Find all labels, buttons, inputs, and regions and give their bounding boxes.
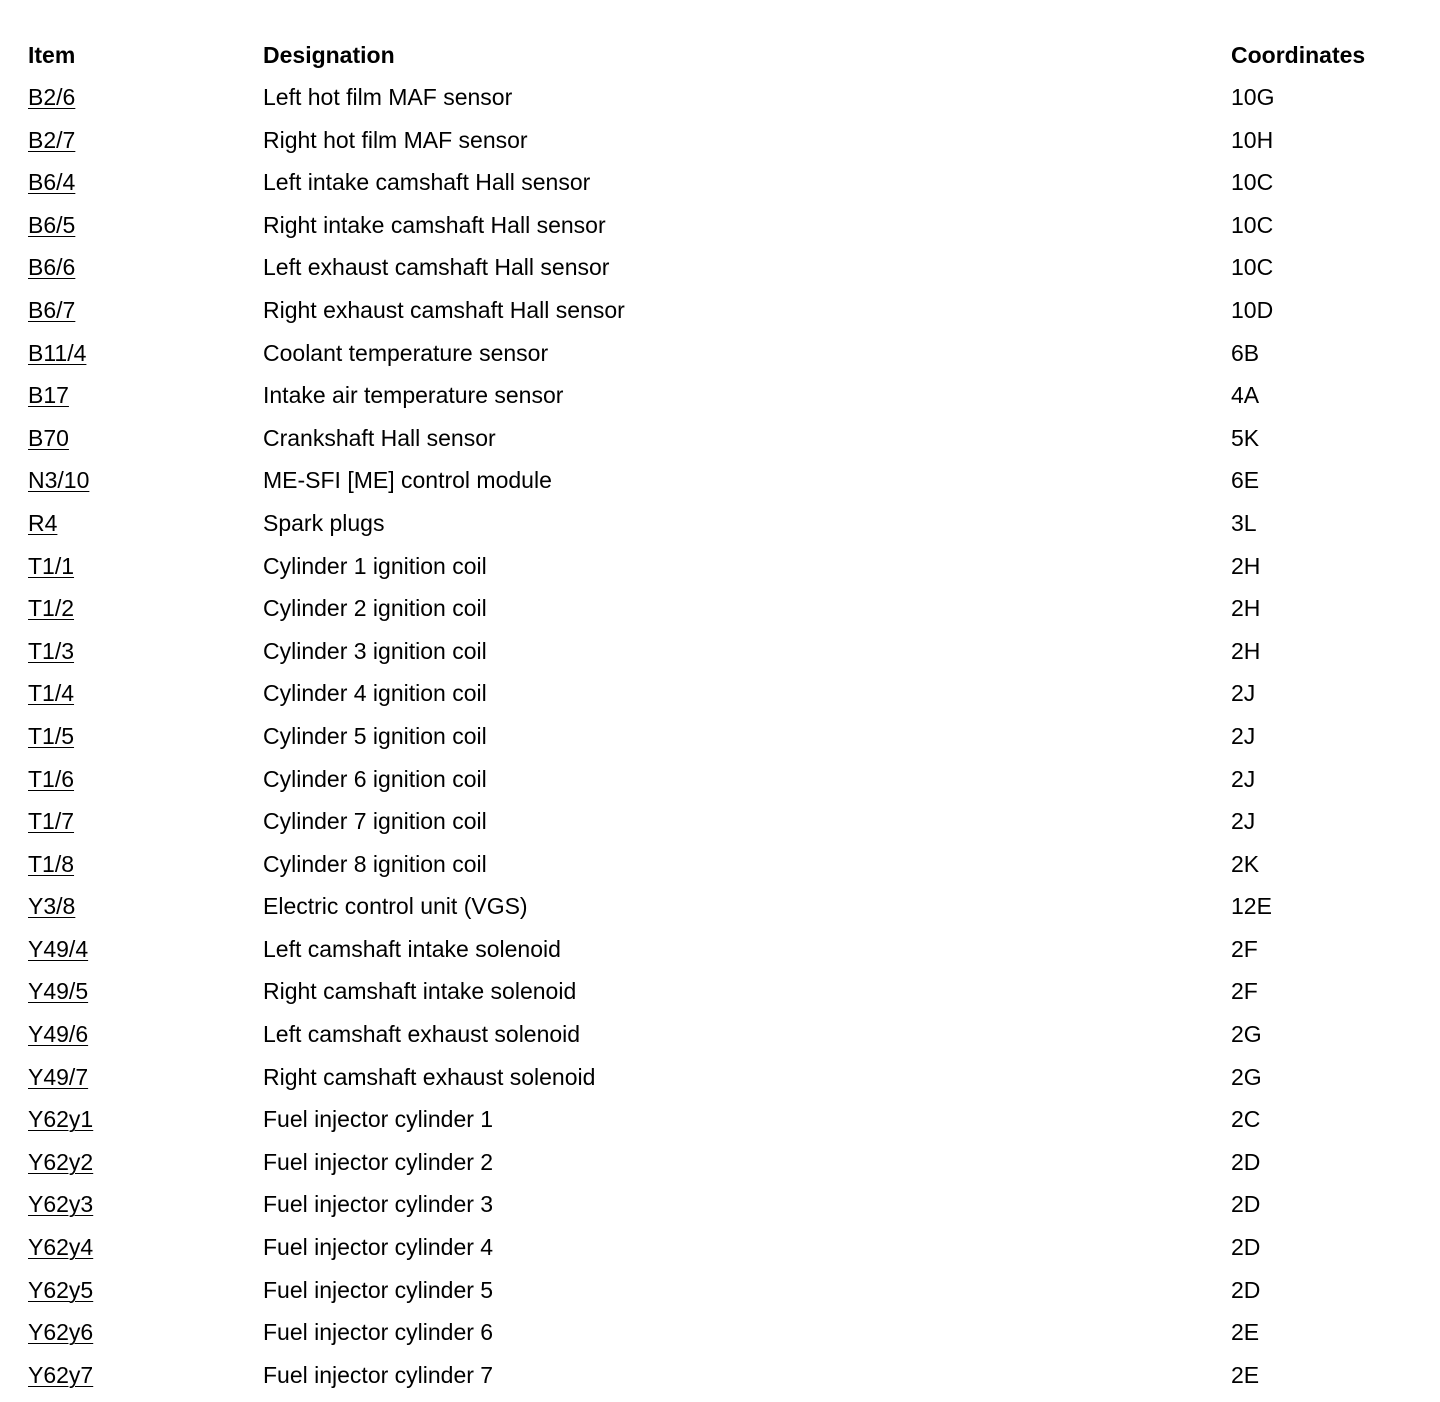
item-cell <box>28 76 75 118</box>
designation-cell: Intake air temperature sensor <box>263 382 564 409</box>
item-link[interactable]: B6/5 <box>28 211 76 238</box>
table-row <box>28 1226 1418 1269</box>
item-link[interactable]: B11/4 <box>28 339 87 366</box>
designation-cell: Cylinder 3 ignition coil <box>263 637 487 664</box>
table-row <box>28 715 1418 758</box>
coordinates-cell: 2H <box>1231 637 1261 664</box>
table-row <box>28 672 1418 715</box>
item-cell <box>28 843 74 885</box>
item-link[interactable]: B6/6 <box>28 254 76 281</box>
designation-cell: Cylinder 7 ignition coil <box>263 808 487 835</box>
coordinates-cell: 2G <box>1231 1021 1262 1048</box>
coordinates-cell: 10C <box>1231 254 1274 281</box>
item-cell <box>28 587 74 629</box>
item-cell <box>28 885 75 927</box>
designation-cell: Right hot film MAF sensor <box>263 126 528 153</box>
designation-cell: Cylinder 6 ignition coil <box>263 765 487 792</box>
table-row <box>28 76 1418 119</box>
coordinates-cell: 2D <box>1231 1276 1261 1303</box>
item-cell <box>28 502 57 544</box>
table-row <box>28 1269 1418 1312</box>
designation-cell: Left intake camshaft Hall sensor <box>263 169 591 196</box>
item-cell <box>28 332 86 374</box>
designation-cell: Fuel injector cylinder 1 <box>263 1106 494 1133</box>
table-row <box>28 1183 1418 1226</box>
table-row <box>28 332 1418 375</box>
item-cell <box>28 204 75 246</box>
table-row <box>28 204 1418 247</box>
coordinates-cell: 2G <box>1231 1063 1262 1090</box>
item-link[interactable]: Y49/7 <box>28 1063 89 1090</box>
item-cell <box>28 1269 93 1311</box>
designation-cell: Fuel injector cylinder 6 <box>263 1319 494 1346</box>
item-cell <box>28 1141 93 1183</box>
table-row <box>28 289 1418 332</box>
designation-cell: Cylinder 2 ignition coil <box>263 595 487 622</box>
designation-cell: Left camshaft intake solenoid <box>263 935 561 962</box>
coordinates-cell: 3L <box>1231 509 1257 536</box>
item-link[interactable]: Y62y1 <box>28 1106 94 1133</box>
item-link[interactable]: Y62y4 <box>28 1234 94 1261</box>
designation-cell: Cylinder 5 ignition coil <box>263 722 487 749</box>
table-row <box>28 545 1418 588</box>
item-link[interactable]: Y49/4 <box>28 935 89 962</box>
item-cell <box>28 672 74 714</box>
table-row <box>28 1141 1418 1184</box>
table-body <box>28 76 1418 1396</box>
table-row <box>28 246 1418 289</box>
item-link[interactable]: B6/7 <box>28 296 76 323</box>
coordinates-cell: 5K <box>1231 424 1260 451</box>
item-link[interactable]: N3/10 <box>28 467 90 494</box>
item-link[interactable]: T1/6 <box>28 765 75 792</box>
item-cell <box>28 161 75 203</box>
coordinates-cell: 10D <box>1231 296 1274 323</box>
table-row <box>28 630 1418 673</box>
item-cell <box>28 1226 93 1268</box>
table-row <box>28 119 1418 162</box>
item-cell <box>28 928 88 970</box>
item-link[interactable]: B2/7 <box>28 126 76 153</box>
header-designation: Designation <box>263 42 395 68</box>
item-cell <box>28 545 74 587</box>
item-cell <box>28 1354 93 1396</box>
coordinates-cell: 6E <box>1231 467 1260 494</box>
coordinates-cell: 2H <box>1231 595 1261 622</box>
coordinates-cell: 10C <box>1231 169 1274 196</box>
item-cell <box>28 800 74 842</box>
item-link[interactable]: Y62y6 <box>28 1319 94 1346</box>
designation-cell: Right exhaust camshaft Hall sensor <box>263 296 625 323</box>
item-cell <box>28 459 89 501</box>
designation-cell: Fuel injector cylinder 3 <box>263 1191 494 1218</box>
designation-cell: Right camshaft intake solenoid <box>263 978 577 1005</box>
table-row <box>28 417 1418 460</box>
item-link[interactable]: T1/3 <box>28 637 75 664</box>
item-cell <box>28 374 69 416</box>
table-row <box>28 161 1418 204</box>
coordinates-cell: 6B <box>1231 339 1260 366</box>
designation-cell: Cylinder 4 ignition coil <box>263 680 487 707</box>
table-row <box>28 459 1418 502</box>
table-row <box>28 374 1418 417</box>
item-cell <box>28 417 69 459</box>
coordinates-cell: 2K <box>1231 850 1260 877</box>
item-cell <box>28 630 74 672</box>
table-row <box>28 885 1418 928</box>
coordinates-cell: 2J <box>1231 680 1256 707</box>
designation-cell: Right camshaft exhaust solenoid <box>263 1063 596 1090</box>
table-row <box>28 970 1418 1013</box>
item-cell <box>28 289 75 331</box>
designation-cell: Spark plugs <box>263 509 385 536</box>
item-cell <box>28 246 75 288</box>
header-coordinates: Coordinates <box>1231 42 1366 68</box>
coordinates-cell: 2D <box>1231 1234 1261 1261</box>
item-cell <box>28 1013 88 1055</box>
designation-cell: Electric control unit (VGS) <box>263 893 528 920</box>
item-link[interactable]: Y49/5 <box>28 978 89 1005</box>
coordinates-cell: 10C <box>1231 211 1274 238</box>
item-link[interactable]: T1/7 <box>28 808 75 835</box>
item-cell <box>28 1098 93 1140</box>
item-link[interactable]: T1/5 <box>28 722 75 749</box>
item-link[interactable]: T1/1 <box>28 552 75 579</box>
table-row <box>28 1098 1418 1141</box>
table-row <box>28 758 1418 801</box>
item-cell <box>28 970 88 1012</box>
item-link[interactable]: Y3/8 <box>28 893 76 920</box>
table-row <box>28 800 1418 843</box>
item-link[interactable]: B6/4 <box>28 169 76 196</box>
designation-cell: Fuel injector cylinder 5 <box>263 1276 494 1303</box>
designation-cell: Crankshaft Hall sensor <box>263 424 496 451</box>
coordinates-cell: 2D <box>1231 1191 1261 1218</box>
designation-cell: Coolant temperature sensor <box>263 339 549 366</box>
item-cell <box>28 1056 88 1098</box>
coordinates-cell: 2E <box>1231 1319 1260 1346</box>
header-item: Item <box>28 42 76 68</box>
table-row <box>28 1056 1418 1099</box>
designation-cell: Right intake camshaft Hall sensor <box>263 211 606 238</box>
designation-cell: Fuel injector cylinder 2 <box>263 1148 494 1175</box>
item-cell <box>28 758 74 800</box>
coordinates-cell: 2E <box>1231 1361 1260 1388</box>
table-row <box>28 1311 1418 1354</box>
coordinates-cell: 12E <box>1231 893 1272 920</box>
item-cell <box>28 119 75 161</box>
designation-cell: Left hot film MAF sensor <box>263 84 513 110</box>
item-link[interactable]: T1/4 <box>28 680 75 707</box>
item-link[interactable]: T1/2 <box>28 595 75 622</box>
table-row <box>28 1354 1418 1397</box>
coordinates-cell: 2F <box>1231 935 1258 962</box>
coordinates-cell: 2C <box>1231 1106 1261 1133</box>
coordinates-cell: 2D <box>1231 1148 1261 1175</box>
item-link[interactable]: B70 <box>28 424 69 451</box>
item-link[interactable]: Y62y7 <box>28 1361 94 1388</box>
table-row <box>28 587 1418 630</box>
coordinates-cell: 4A <box>1231 382 1260 409</box>
table-row <box>28 843 1418 886</box>
coordinates-cell: 2H <box>1231 552 1261 579</box>
coordinates-cell: 2J <box>1231 808 1256 835</box>
coordinates-cell: 10G <box>1231 84 1275 110</box>
designation-cell: Left exhaust camshaft Hall sensor <box>263 254 610 281</box>
coordinates-cell: 10H <box>1231 126 1274 153</box>
designation-cell: Fuel injector cylinder 7 <box>263 1361 494 1388</box>
designation-cell: Cylinder 1 ignition coil <box>263 552 487 579</box>
item-link[interactable]: Y62y5 <box>28 1276 94 1303</box>
designation-cell: Cylinder 8 ignition coil <box>263 850 487 877</box>
component-table <box>28 34 1418 1396</box>
item-link[interactable]: Y49/6 <box>28 1021 89 1048</box>
item-cell <box>28 1311 93 1353</box>
item-link[interactable]: T1/8 <box>28 850 75 877</box>
designation-cell: Left camshaft exhaust solenoid <box>263 1021 581 1048</box>
designation-cell: Fuel injector cylinder 4 <box>263 1234 494 1261</box>
item-cell <box>28 1183 93 1225</box>
item-link[interactable]: B17 <box>28 382 69 409</box>
table-row <box>28 1013 1418 1056</box>
coordinates-cell: 2J <box>1231 722 1256 749</box>
item-cell <box>28 715 74 757</box>
item-link[interactable]: B2/6 <box>28 84 76 110</box>
table-header <box>28 34 1418 76</box>
item-link[interactable]: Y62y3 <box>28 1191 94 1218</box>
coordinates-cell: 2J <box>1231 765 1256 792</box>
table-row <box>28 928 1418 971</box>
table-row <box>28 502 1418 545</box>
designation-cell: ME-SFI [ME] control module <box>263 467 552 494</box>
item-link[interactable]: Y62y2 <box>28 1148 94 1175</box>
item-link[interactable]: R4 <box>28 509 58 536</box>
coordinates-cell: 2F <box>1231 978 1258 1005</box>
